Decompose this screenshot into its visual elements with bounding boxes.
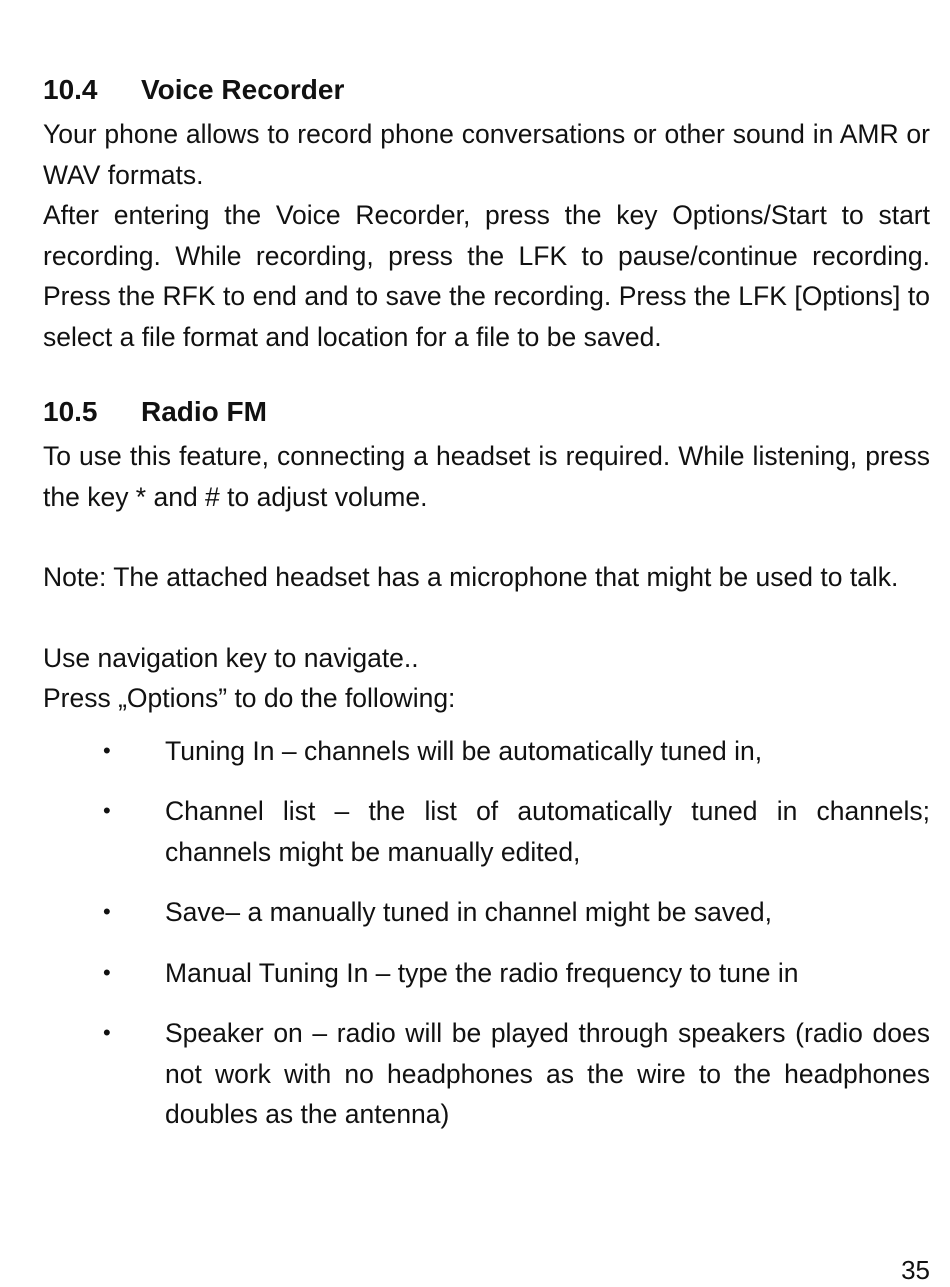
section-number: 10.4 bbox=[43, 74, 98, 105]
radio-options-list bbox=[43, 731, 930, 1135]
list-item bbox=[43, 892, 930, 933]
manual-page bbox=[43, 70, 930, 1155]
bullet-icon: • bbox=[103, 959, 111, 985]
list-item bbox=[43, 1013, 930, 1135]
list-item-text: Tuning In – channels will be automatically tuned in, bbox=[165, 735, 763, 766]
list-item bbox=[43, 791, 930, 872]
voice-recorder-instructions: After entering the Voice Recorder, press the key Options/Start to start recording. While recording, press the LFK to pause/continue recording. Press the RFK to end and to save the recording. Press the LFK [Options] to select a file format and location for a file to be saved. bbox=[43, 200, 930, 352]
radio-fm-navigate: Use navigation key to navigate.. bbox=[43, 642, 419, 673]
section-heading-radio-fm bbox=[43, 392, 930, 432]
voice-recorder-intro: Your phone allows to record phone conversations or other sound in AMR or WAV formats. bbox=[43, 119, 930, 190]
list-item-text: Save– a manually tuned in channel might be saved, bbox=[165, 897, 772, 927]
list-item-text: Speaker on – radio will be played through speakers (radio does not work with no headphones as the wire to the headphones doubles as the antenna) bbox=[165, 1018, 930, 1129]
bullet-icon: • bbox=[103, 1020, 111, 1045]
list-item-text: Channel list – the list of automatically tuned in channels; channels might be manually edited, bbox=[165, 796, 930, 867]
bullet-icon: • bbox=[103, 899, 111, 924]
section-title: Voice Recorder bbox=[141, 74, 345, 105]
list-item bbox=[43, 953, 930, 994]
bullet-icon: • bbox=[103, 798, 111, 823]
section-number: 10.5 bbox=[43, 396, 98, 427]
list-item bbox=[43, 731, 930, 772]
radio-fm-intro: To use this feature, connecting a headset is required. While listening, press the key * and # to adjust volume. bbox=[43, 441, 930, 512]
radio-fm-options-intro: Press „Options” to do the following: bbox=[43, 683, 456, 713]
list-item-text: Manual Tuning In – type the radio frequency to tune in bbox=[165, 957, 799, 988]
page-number: 35 bbox=[901, 1255, 930, 1285]
section-heading-voice-recorder bbox=[43, 70, 930, 110]
radio-fm-note: Note: The attached headset has a microphone that might be used to talk. bbox=[43, 562, 899, 592]
bullet-icon: • bbox=[103, 737, 111, 763]
section-title: Radio FM bbox=[141, 396, 267, 427]
